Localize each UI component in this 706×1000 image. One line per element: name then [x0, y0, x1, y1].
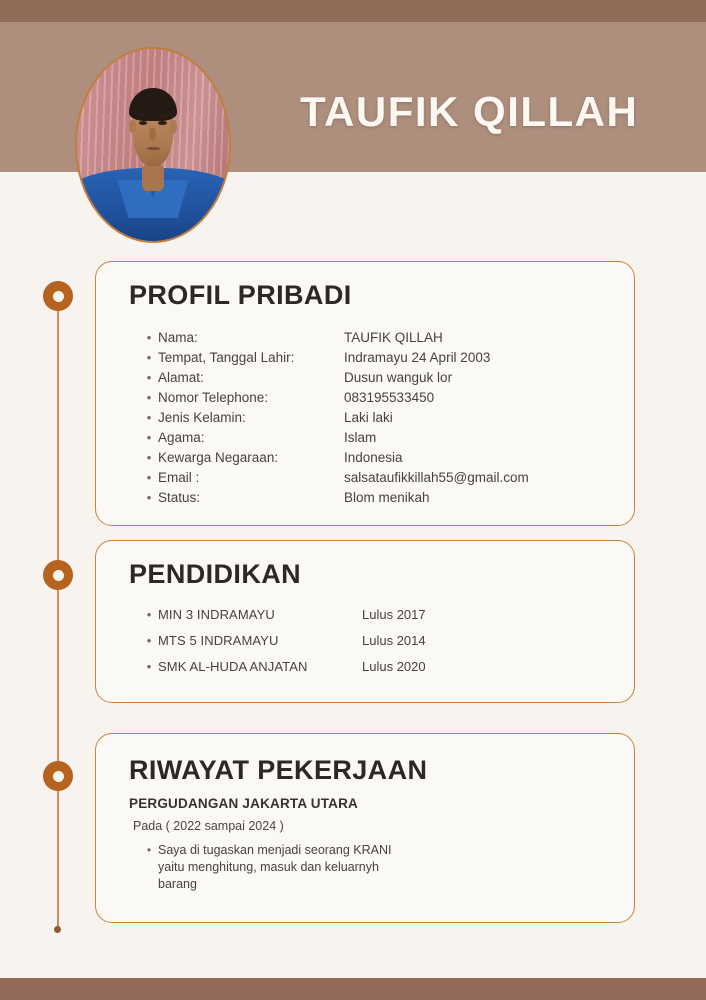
- bullet-icon: •: [146, 390, 152, 405]
- photo-eye-right: [158, 121, 166, 125]
- photo-eye-left: [139, 121, 147, 125]
- bullet-icon: •: [146, 430, 152, 445]
- bullet-icon: •: [146, 410, 152, 425]
- education-school: MTS 5 INDRAMAYU: [158, 633, 279, 648]
- work-entry: [129, 796, 599, 893]
- work-period: Pada ( 2022 sampai 2024 ): [133, 819, 284, 833]
- profile-label: Jenis Kelamin:: [158, 410, 246, 425]
- photo-ear-left: [129, 120, 135, 133]
- profile-detail-list: [144, 328, 614, 508]
- work-duty-text: Saya di tugaskan menjadi seorang KRANI yaitu menghitung, masuk dan keluarnyh barang: [158, 843, 392, 891]
- profile-photo: [75, 47, 231, 243]
- timeline-end-dot: [54, 926, 61, 933]
- section-title-profile: PROFIL PRIBADI: [129, 280, 352, 310]
- education-row: [144, 605, 604, 631]
- bullet-icon: •: [146, 370, 152, 385]
- profile-value: Indonesia: [344, 450, 403, 465]
- profile-value: Blom menikah: [344, 490, 430, 505]
- profile-row: [144, 408, 614, 428]
- profile-value: Islam: [344, 430, 377, 445]
- bullet-icon: •: [146, 470, 152, 485]
- bullet-icon: •: [146, 450, 152, 465]
- bullet-icon: •: [146, 607, 152, 622]
- profile-label: Email :: [158, 470, 200, 485]
- profile-value: Dusun wanguk lor: [344, 370, 453, 385]
- profile-label: Nama:: [158, 330, 198, 345]
- education-school: SMK AL-HUDA ANJATAN: [158, 659, 308, 674]
- bullet-icon: •: [146, 633, 152, 648]
- photo-neck: [142, 164, 163, 191]
- profile-row: [144, 468, 614, 488]
- top-accent-band: [0, 0, 706, 22]
- profile-value: Indramayu 24 April 2003: [344, 350, 491, 365]
- bullet-icon: •: [146, 350, 152, 365]
- bullet-icon: •: [146, 490, 152, 505]
- profile-value: TAUFIK QILLAH: [344, 330, 443, 345]
- profile-label: Kewarga Negaraan:: [158, 450, 279, 465]
- timeline-dot-profile: [43, 281, 73, 311]
- section-card-work: [95, 733, 635, 923]
- education-row: [144, 631, 604, 657]
- section-card-education: [95, 540, 635, 703]
- work-duty-item: [144, 842, 394, 893]
- photo-ear-right: [170, 120, 176, 133]
- profile-row: [144, 328, 614, 348]
- photo-image: [77, 49, 229, 241]
- profile-row: [144, 368, 614, 388]
- profile-value: 083195533450: [344, 390, 435, 405]
- timeline-dot-education: [43, 560, 73, 590]
- bullet-icon: •: [146, 659, 152, 674]
- bullet-icon: •: [146, 330, 152, 345]
- profile-label: Agama:: [158, 430, 205, 445]
- work-duty-list: [144, 842, 599, 893]
- profile-label: Alamat:: [158, 370, 204, 385]
- profile-row: [144, 488, 614, 508]
- bullet-icon: •: [146, 843, 152, 857]
- candidate-name: TAUFIK QILLAH: [300, 88, 639, 135]
- profile-label: Nomor Telephone:: [158, 390, 269, 405]
- section-card-profile: [95, 261, 635, 526]
- education-year: Lulus 2017: [362, 607, 426, 622]
- education-row: [144, 657, 604, 683]
- education-list: [144, 605, 604, 683]
- work-company-name: PERGUDANGAN JAKARTA UTARA: [129, 796, 358, 811]
- profile-value: Laki laki: [344, 410, 393, 425]
- education-year: Lulus 2014: [362, 633, 426, 648]
- profile-label: Status:: [158, 490, 201, 505]
- education-year: Lulus 2020: [362, 659, 426, 674]
- section-title-work: RIWAYAT PEKERJAAN: [129, 755, 428, 785]
- profile-row: [144, 448, 614, 468]
- education-school: MIN 3 INDRAMAYU: [158, 607, 275, 622]
- profile-row: [144, 348, 614, 368]
- timeline-dot-work: [43, 761, 73, 791]
- timeline-line: [57, 296, 59, 930]
- section-title-education: PENDIDIKAN: [129, 559, 302, 589]
- profile-row: [144, 388, 614, 408]
- profile-value-email: salsataufikkillah55@gmail.com: [344, 470, 529, 485]
- profile-row: [144, 428, 614, 448]
- profile-label: Tempat, Tanggal Lahir:: [158, 350, 295, 365]
- bottom-accent-band: [0, 978, 706, 1000]
